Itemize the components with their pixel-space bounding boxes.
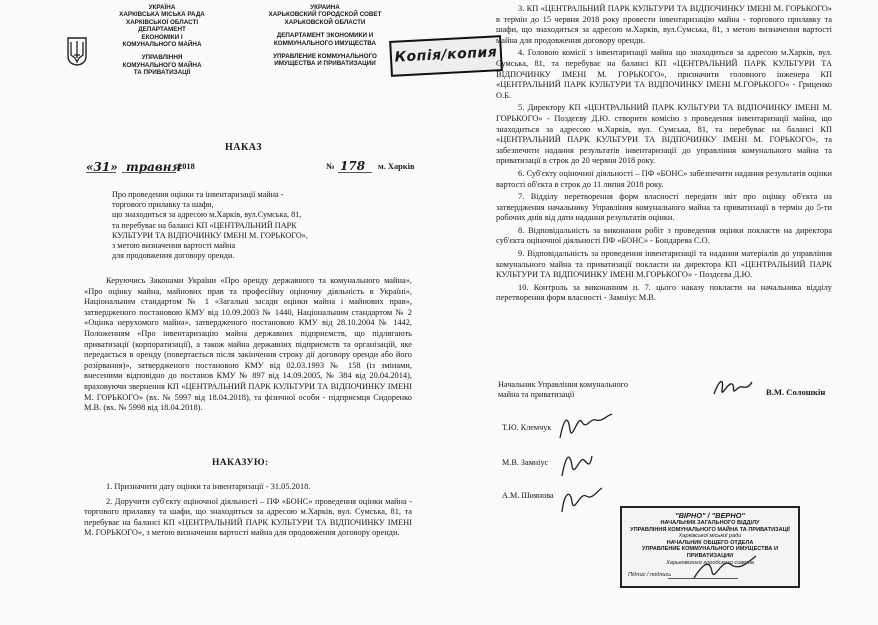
header-right-line: ХАРЬКОВСКИЙ ГОРОДСКОЙ СОВЕТ <box>268 11 382 19</box>
subject-line: Про проведення оцінки та інвентаризації майна - <box>112 190 284 199</box>
order-item: 1. Призначити дату оцінки та інвентаризації - 31.05.2018. <box>106 482 311 491</box>
header-right-line: УПРАВЛЕНИЕ КОММУНАЛЬНОГО <box>273 53 377 61</box>
subject-line: та перебуває на балансі КП «ЦЕНТРАЛЬНИЙ ПАРК <box>112 220 297 230</box>
order-item: 9. Відповідальність за проведення інвентаризації та надання матеріалів до управління комунального майна та приватизації покласти на директора КП «ЦЕНТРАЛЬНИЙ ПАРК КУЛЬТУРИ ТА ВІДПОЧИНКУ ІМЕНІ М.ГОРЬКОГО» - Поздєєва Д.Ю. <box>496 249 832 280</box>
copy-stamp-text: Копія/копия <box>394 44 498 66</box>
month-underline <box>122 172 176 173</box>
director-signature-icon <box>710 374 756 402</box>
order-item: 6. Суб'єкту оціночної діяльності – ПФ «БОНС» забезпечити надання результатів оцінки вартості об'єкта в строк до 11 липня 2018 року. <box>496 168 832 189</box>
header-left-line: ТА ПРИВАТИЗАЦІЇ <box>133 69 191 77</box>
order-items-right <box>496 4 832 304</box>
header-right-line: КОММУНАЛЬНОГО ИМУЩЕСТВА <box>273 39 377 47</box>
stamp-signature-icon <box>690 552 760 586</box>
day-underline <box>86 172 116 173</box>
stamp-line: Харьковского городского совета <box>666 559 754 566</box>
number-underline <box>338 172 372 173</box>
order-item: 7. Відділу перетворення форм власності передати звіт про оцінку об'єкта на затвердження начальнику Управління комунального майна та приватизації в термін до 5-ти робочих днів від дати надання результатів оцінки. <box>496 192 832 223</box>
order-city: м. Харків <box>378 162 415 171</box>
approval-name: А.М. Шиянова <box>502 491 554 500</box>
approval-name: Т.Ю. Клемчук <box>502 423 552 432</box>
order-month: травня <box>126 160 182 174</box>
header-left-line: УКРАЇНА <box>148 4 176 11</box>
order-item: 10. Контроль за виконанням п. 7. цього наказу покласти на начальника відділу перетворення форм власності - Замніус М.В. <box>496 282 832 303</box>
copy-stamp <box>389 35 503 77</box>
header-right-line: УКРАИНА <box>310 4 340 11</box>
signature-position-line: майна та приватизації <box>498 390 575 400</box>
signature-position-line: Начальник Управління комунального <box>498 380 628 389</box>
stamp-line: УПРАВЛЕНИЕ КОММУНАЛЬНОГО ИМУЩЕСТВА И ПРИВАТИЗАЦИИ <box>641 546 778 559</box>
header-left-line: КОМУНАЛЬНОГО МАЙНА <box>122 61 202 69</box>
signature-name: В.М. Солошкін <box>766 387 826 397</box>
order-item: 3. КП «ЦЕНТРАЛЬНИЙ ПАРК КУЛЬТУРИ ТА ВІДПОЧИНКУ ІМЕНІ М. ГОРЬКОГО» в термін до 15 червня 2018 року провести інвентаризацію майна - торгового прилавку та шафи, що знаходиться за адресою м.Харків, вул.Сумська, 81, з метою визначення вартості майна для продовження договору оренди. <box>496 4 832 45</box>
order-items-left <box>84 482 412 539</box>
order-item: 8. Відповідальність за виконання робіт з проведення оцінки покласти на директора суб'єкта оціночної діяльності ПФ «БОНС» - Бондарева С.О. <box>496 225 832 246</box>
approval-name: М.В. Замніус <box>502 458 549 467</box>
stamp-line: НАЧАЛЬНИК ОБЩЕГО ОТДЕЛА <box>666 539 754 546</box>
header-left-line: УПРАВЛІННЯ <box>141 54 183 62</box>
order-subject <box>112 190 412 261</box>
header-left-line: ХАРКІВСЬКА МІСЬКА РАДА <box>119 11 205 19</box>
header-left-line: КОМУНАЛЬНОГО МАЙНА <box>122 41 202 49</box>
subject-line: що знаходиться за адресою м.Харків, вул.Сумська, 81, <box>112 210 302 220</box>
signature-position <box>498 380 628 400</box>
header-right-line: ХАРЬКОВСКОЙ ОБЛАСТИ <box>284 18 366 26</box>
subject-line: торгового прилавку та шафи, <box>112 200 214 210</box>
subject-line: для продовження договору оренди. <box>112 251 235 261</box>
header-right-line: ИМУЩЕСТВА И ПРИВАТИЗАЦИИ <box>274 60 376 68</box>
header-right <box>250 4 400 68</box>
header-left-line: ХАРКІВСЬКОЇ ОБЛАСТІ <box>125 18 199 26</box>
header-left <box>92 4 232 77</box>
order-item: 5. Директору КП «ЦЕНТРАЛЬНИЙ ПАРК КУЛЬТУРИ ТА ВІДПОЧИНКУ ІМЕНІ М. ГОРЬКОГО» - Поздєєву Д.Ю. створити комісію з проведення інвентаризації майна, що знаходиться за адресою м.Харків, вул. Сумська, 81, та перебуває на балансі КП «ЦЕНТРАЛЬНИЙ ПАРК КУЛЬТУРИ ТА ВІДПОЧИНКУ ІМЕНІ М. ГОРЬКОГО», та забезпечити надання результатів інвентаризації до управління комунального майна та приватизації в строк до 20 червня 2018 року. <box>496 103 832 166</box>
order-heading: НАКАЗУЮ: <box>212 458 269 468</box>
stamp-line: УПРАВЛІННЯ КОМУНАЛЬНОГО МАЙНА ТА ПРИВАТИЗАЦІЇ <box>630 526 790 533</box>
order-date-line <box>86 160 506 176</box>
stamp-line: НАЧАЛЬНИК ЗАГАЛЬНОГО ВІДДІЛУ <box>660 520 760 526</box>
header-left-line: ЕКОНОМІКИ І <box>141 33 183 41</box>
order-year: 2018 <box>178 162 195 171</box>
header-left-line: ДЕПАРТАМЕНТ <box>138 26 186 34</box>
approval-signature-icon <box>556 482 606 518</box>
order-number-prefix: № <box>326 162 335 171</box>
header-right-line: ДЕПАРТАМЕНТ ЭКОНОМИКИ И <box>276 32 374 40</box>
approval-signature-icon <box>556 408 616 448</box>
preamble-paragraph: Керуючись Законами України «Про оренду державного та комунального майна», «Про оцінку майна, майнових прав та професійну оціночну діяльність в Україні», Національним стандартом № 1 «Загальні засади оцінки майна і майнових прав», затвердженого постановою КМУ від 10.09.2003 № 1440, Національним стандартом № 2 «Оцінка нерухомого майна», затвердженого постановою КМУ від 28.10.2004 № 1442, Положенням «Про інвентаризацію майна державних підприємств, що підлягають приватизації (корпоратизації), а також майна державних підприємств та організацій, яке передається в оренду (повертається після закінчення строку дії договору оренди або його розірвання)», затвердженого постановою КМУ від 02.03.1993 № 158 (із змінами, внесеними відповідно до постанов КМУ № 897 від 14.09.2005, № 384 від 20.04.2014), враховуючи звернення КП «ЦЕНТРАЛЬНИЙ ПАРК КУЛЬТУРИ ТА ВІДПОЧИНКУ ІМЕНІ М. ГОРЬКОГО» (вх. № 5997 від 18.04.2018), та фізичної особи - підприємця Сидоренко М.В. (вх. № 5998 від 18.04.2018). <box>84 276 412 413</box>
order-number: 178 <box>340 159 366 173</box>
subject-line: з метою визначення вартості майна <box>112 241 236 251</box>
order-day: «31» <box>86 160 118 174</box>
stamp-sign-label: Підпис / подпись <box>628 572 672 578</box>
order-title: НАКАЗ <box>225 142 263 153</box>
order-item: 2. Доручити суб'єкту оціночної діяльності – ПФ «БОНС» проведення оцінки майна - торгового прилавку та шафи, що знаходиться за адресою м.Харків, вул. Сумська, 81, та перебуває на балансі КП «ЦЕНТРАЛЬНИЙ ПАРК КУЛЬТУРИ ТА ВІДПОЧИНКУ ІМЕНІ М. ГОРЬКОГО», з метою визначення вартості майна для продовження договору оренди. <box>84 496 412 538</box>
stamp-line: Харківської міської ради <box>678 533 742 540</box>
stamp-line: "ВІРНО" / "ВЕРНО" <box>675 511 745 520</box>
subject-line: КУЛЬТУРИ ТА ВІДПОЧИНКУ ІМЕНІ М. ГОРЬКОГО», <box>112 230 308 240</box>
approval-signature-icon <box>556 448 596 482</box>
order-item: 4. Головою комісії з інвентаризації майна що знаходиться за адресою м.Харків, вул. Сумська, 81, та перебуває на балансі КП «ЦЕНТРАЛЬНИЙ ПАРК КУЛЬТУРИ ТА ВІДПОЧИНКУ ІМЕНІ М. ГОРЬКОГО», призначити головного інженера КП «ЦЕНТРАЛЬНИЙ ПАРК КУЛЬТУРИ ТА ВІДПОЧИНКУ ІМЕНІ М.ГОРЬКОГО» - Гриценко О.Б. <box>496 48 832 100</box>
trident-emblem-icon <box>66 36 88 66</box>
